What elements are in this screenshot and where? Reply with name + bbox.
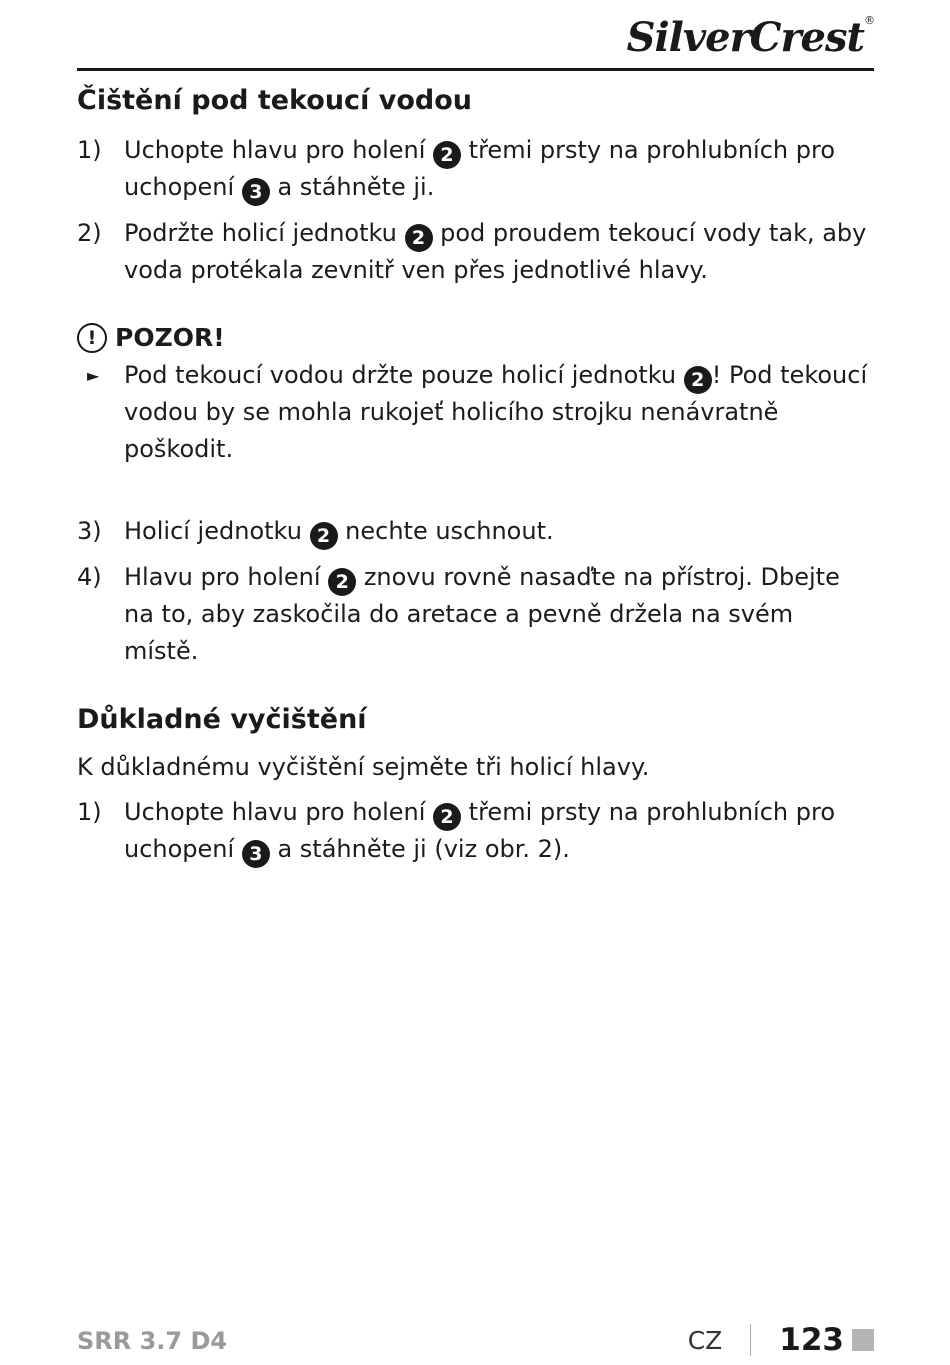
number-badge-icon: 2: [433, 803, 461, 831]
item-number: 1): [77, 798, 102, 826]
list-item: [77, 215, 874, 289]
item-text: Hlavu pro holení 2 znovu rovně nasaďte na přístroj. Dbejte na to, aby zaskočila do aretace a pevně držela na svém místě.: [124, 563, 840, 665]
footer-model: SRR 3.7 D4: [77, 1327, 228, 1355]
item-text: Podržte holicí jednotku 2 pod proudem tekoucí vody tak, aby voda protékala zevnitř ven přes jednotlivé hlavy.: [124, 219, 867, 284]
page-number: 123: [779, 1322, 844, 1358]
item-number: 4): [77, 563, 102, 591]
item-number: 1): [77, 136, 102, 164]
list-item: [77, 794, 874, 868]
number-badge-icon: 3: [242, 178, 270, 206]
warning-box: [77, 319, 874, 468]
item-number: 2): [77, 219, 102, 247]
number-badge-icon: 3: [242, 840, 270, 868]
number-badge-icon: 2: [328, 568, 356, 596]
footer-language: CZ: [687, 1325, 723, 1355]
number-badge-icon: 2: [405, 224, 433, 252]
list-item: [77, 559, 874, 670]
section-title-cleaning-water: Čištění pod tekoucí vodou: [77, 85, 472, 116]
footer-divider: [750, 1324, 751, 1356]
main-content: [77, 82, 874, 868]
number-badge-icon: 2: [433, 141, 461, 169]
item-text: Uchopte hlavu pro holení 2 třemi prsty na prohlubních pro uchopení 3 a stáhněte ji.: [124, 132, 874, 206]
item-text: Uchopte hlavu pro holení 2 třemi prsty na prohlubních pro uchopení 3 a stáhněte ji (viz obr. 2).: [124, 794, 874, 868]
footer-page-info: [688, 1322, 874, 1358]
warning-text: Pod tekoucí vodou držte pouze holicí jednotku 2 ! Pod tekoucí vodou by se mohla rukojeť holicího strojku nenávratně poškodit.: [124, 361, 868, 463]
arrow-bullet-icon: ►: [87, 366, 100, 385]
number-badge-icon: 2: [684, 366, 712, 394]
number-badge-icon: 2: [310, 522, 338, 550]
intro-text: K důkladnému vyčištění sejměte tři holicí hlavy.: [77, 753, 650, 781]
warning-icon: !: [77, 323, 107, 353]
header-rule: [77, 68, 874, 71]
list-item: [77, 132, 874, 206]
item-text: Holicí jednotku 2 nechte uschnout.: [124, 513, 874, 550]
section-title-deep-cleaning: Důkladné vyčištění: [77, 704, 367, 735]
warning-title: ! POZOR!: [77, 319, 874, 357]
warning-item: [77, 357, 874, 468]
list-item: [77, 513, 874, 550]
brand-logo: SilverCrest®: [626, 14, 874, 61]
item-number: 3): [77, 517, 102, 545]
square-marker-icon: [852, 1329, 874, 1351]
registered-mark: ®: [864, 14, 874, 27]
